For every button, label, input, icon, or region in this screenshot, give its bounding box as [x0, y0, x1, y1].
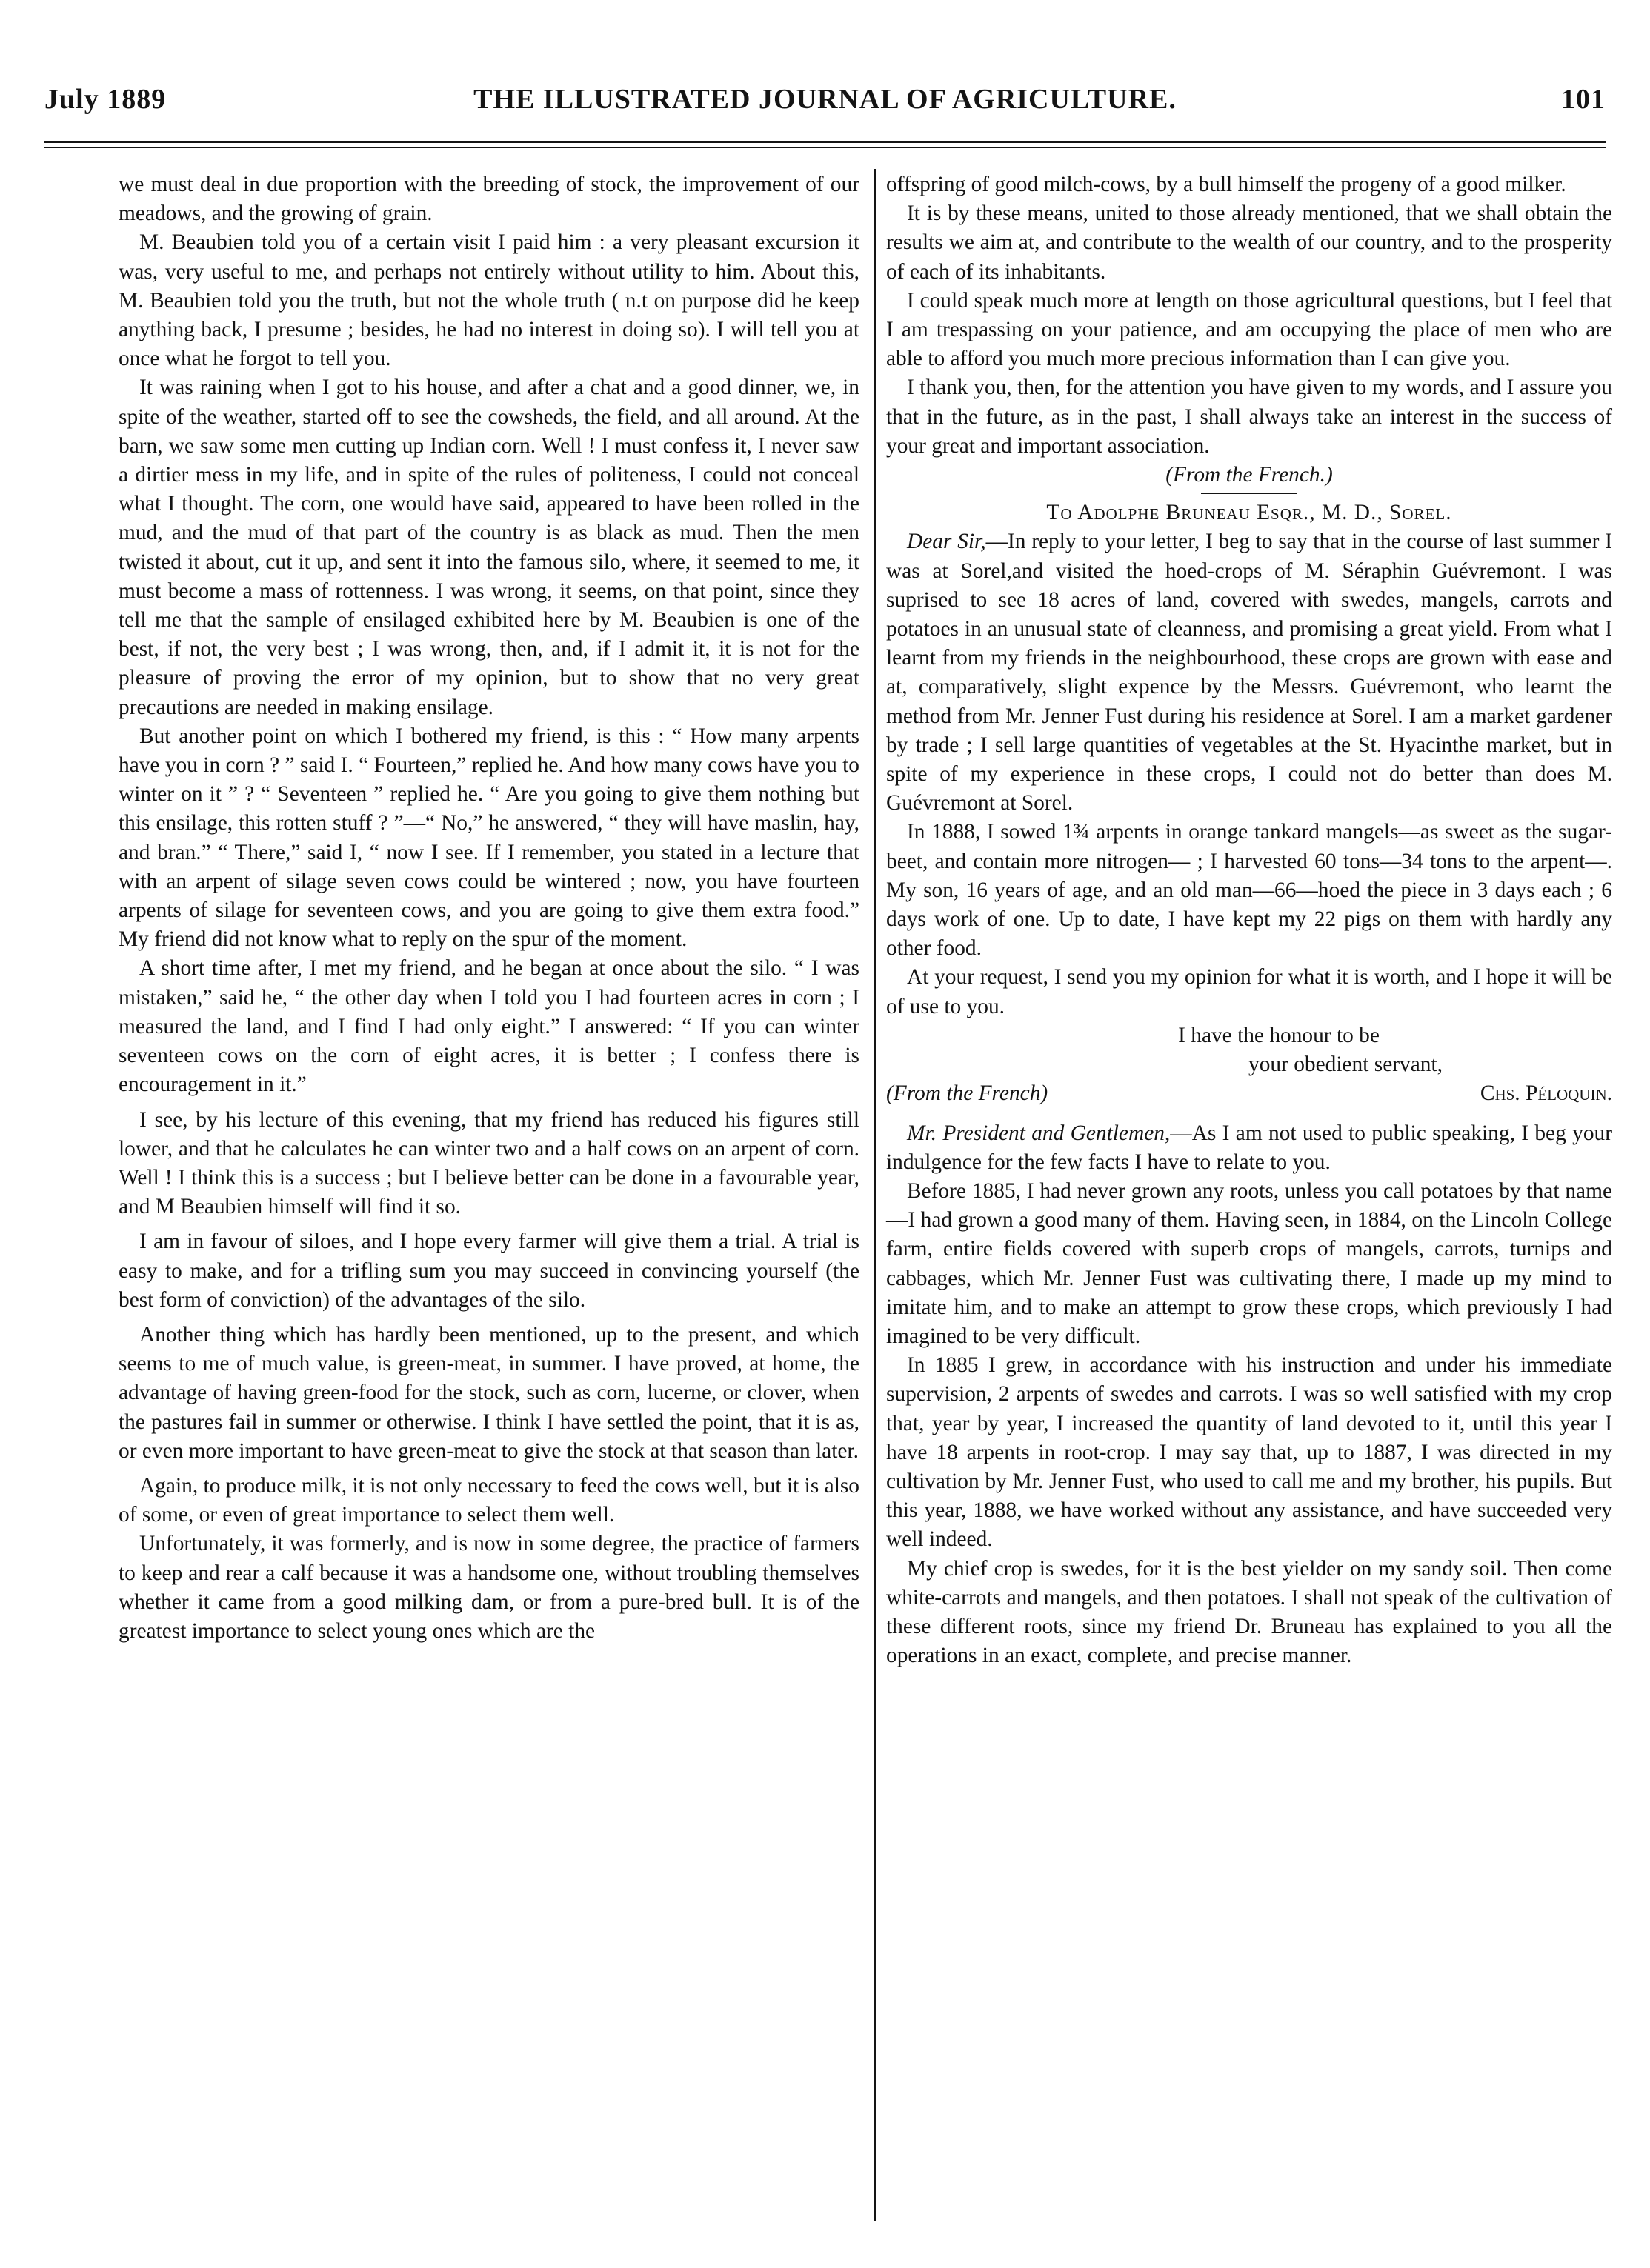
- letter-salutation: Dear Sir,: [907, 530, 986, 554]
- paragraph: we must deal in due proportion with the breeding of stock, the improvement of our meadows, and the growing of grain.: [119, 173, 859, 226]
- letter-body: —In reply to your letter, I beg to say that in the course of last summer I was at Sorel,and visited the hoed-crops of M. Séraphin Guévremont. I was suprised to see 18 acres of land, covered with swedes, mangels, carrots and potatoes in an unusual state of cleanness, and promising a great yield. From what I learnt from my friends in the neighbourhood, these crops are grown with ease and at, comparatively, slight expence by the Messrs. Guévremont, who learnt the method from Mr. Jenner Fust during his residence at Sorel. I am a market gardener by trade ; I sell large quantities of vegetables at the St. Hyacinthe market, but in spite of my experience in these crops, I could not do better than does M. Guévremont at Sorel.: [886, 530, 1612, 816]
- paragraph: A short time after, I met my friend, and he began at once about the silo. “ I was mistaken,” said he, “ the other day when I told you I had fourteen acres in corn ; I measured the land, and I find I had only eight.” I answered: “ If you can winter seventeen cows on the corn of eight acres, it is better ; I confess there is encouragement in it.”: [119, 956, 859, 1097]
- paragraph: Again, to produce milk, it is not only necessary to feed the cows well, but it is also of some, or even of great importance to select them well.: [119, 1473, 859, 1527]
- speech-body: —As I am not used to public speaking, I beg your indulgence for the few facts I have to relate to you.: [886, 1121, 1612, 1174]
- right-column: [886, 170, 1612, 1670]
- header-title: THE ILLUSTRATED JOURNAL OF AGRICULTURE.: [473, 84, 1177, 115]
- page-number: 101: [1561, 84, 1606, 115]
- paragraph: I am in favour of siloes, and I hope every farmer will give them a trial. A trial is easy to make, and for a trifling sum you may succeed in convincing yourself (the best form of conviction) of the advantages of the silo.: [119, 1230, 859, 1312]
- left-column: [119, 170, 859, 1646]
- speech-salutation: Mr. President and Gentlemen,: [907, 1121, 1171, 1145]
- signature-line: [886, 1079, 1612, 1108]
- column-divider: [874, 169, 876, 2221]
- paragraph: Unfortunately, it was formerly, and is now in some degree, the practice of farmers to keep and rear a calf because it was a handsome one, without troubling themselves whether it came from a good milking dam, or from a pure-bred bull. It is of the greatest importance to select young ones which are the: [119, 1532, 859, 1643]
- source-credit: (From the French.): [1165, 463, 1333, 487]
- signature: Chs. Péloquin.: [1480, 1081, 1612, 1106]
- paragraph: It is by these means, united to those already mentioned, that we shall obtain the results we aim at, and contribute to the wealth of our country, and to the prosperity of each of its inhabitants.: [886, 201, 1612, 284]
- paragraph: In 1888, I sowed 1¾ arpents in orange tankard mangels—as sweet as the sugar-beet, and contain more nitrogen— ; I harvested 60 tons—34 tons to the arpent—. My son, 16 years of age, and an old man—66—hoed the piece in 3 days each ; 6 days work of one. Up to date, I have kept my 22 pigs on them with hardly any other food.: [886, 820, 1612, 961]
- source-credit: (From the French): [886, 1081, 1048, 1106]
- paragraph: offspring of good milch-cows, by a bull himself the progeny of a good milker.: [886, 173, 1566, 196]
- header-rule: [44, 141, 1606, 143]
- paragraph: M. Beaubien told you of a certain visit I paid him : a very pleasant excursion it was, very useful to me, and perhaps not entirely without utility to him. About this, M. Beaubien told you the truth, but not the whole truth ( n.t on purpose did he keep anything back, I presume ; besides, he had no interest in doing so). I will tell you at once what he forgot to tell you.: [119, 230, 859, 371]
- header-date: July 1889: [44, 84, 167, 115]
- closing-line: your obedient servant,: [1248, 1053, 1443, 1077]
- header-rule-thin: [44, 147, 1606, 148]
- paragraph: But another point on which I bothered my friend, is this : “ How many arpents have you in corn ? ” said I. “ Fourteen,” replied he. And how many cows have you to winter on it ” ? “ Seventeen ” replied he. “ Are you going to give them nothing but this ensilage, this rotten stuff ? ”—“ No,” he answered, “ they will have maslin, hay, and bran.” “ There,” said I, “ now I see. If I remember, you stated in a lecture that with an arpent of silage seven cows could be wintered ; now, you have fourteen arpents of silage for seventeen cows, and you are going to give them extra food.” My friend did not know what to reply on the spur of the moment.: [119, 724, 859, 952]
- paragraph: At your request, I send you my opinion for what it is worth, and I hope it will be of use to you.: [886, 965, 1612, 1018]
- paragraph: I thank you, then, for the attention you have given to my words, and I assure you that in the future, as in the past, I shall always take an interest in the success of your great and important association.: [886, 376, 1612, 458]
- section-rule: [1201, 493, 1297, 494]
- speech-paragraph: [886, 1119, 1612, 1177]
- running-header: [44, 83, 1606, 127]
- spacer: [886, 1109, 1612, 1119]
- paragraph: Before 1885, I had never grown any roots, unless you call potatoes by that name—I had grown a good many of them. Having seen, in 1884, on the Lincoln College farm, entire fields covered with superb crops of mangels, carrots, turnips and cabbages, which Mr. Jenner Fust was cultivating there, I made up my mind to imitate him, and to make an attempt to grow these crops, which previously I had imagined to be very difficult.: [886, 1178, 1612, 1348]
- paragraph: My chief crop is swedes, for it is the best yielder on my sandy soil. Then come white-carrots and mangels, and then potatoes. I shall not speak of the cultivation of these different roots, since my friend Dr. Bruneau has explained to you all the operations in an exact, complete, and precise manner.: [886, 1556, 1612, 1668]
- paragraph: Another thing which has hardly been mentioned, up to the present, and which seems to me of much value, is green-meat, in summer. I have proved, at home, the advantage of having green-food for the stock, such as corn, lucerne, or clover, when the pastures fail in summer or otherwise. I think I have settled the point, that it is as, or even more important to have green-meat to give the stock at that season than later.: [119, 1322, 859, 1463]
- letter-paragraph: [886, 527, 1612, 818]
- paragraph: In 1885 I grew, in accordance with his instruction and under his immediate supervision, 2 arpents of swedes and carrots. I was so well satisfied with my crop that, year by year, I increased the quantity of land devoted to it, until this year I have 18 arpents in root-crop. I may say that, up to 1887, I was directed in my cultivation by Mr. Jenner Fust, who used to call me and my brother, his pupils. But this year, 1888, we have worked without any assistance, and have succeeded very well indeed.: [886, 1353, 1612, 1552]
- letter-heading: To Adolphe Bruneau Esqr., M. D., Sorel.: [1046, 501, 1452, 525]
- paragraph: I could speak much more at length on those agricultural questions, but I feel that I am trespassing on your patience, and am occupying the place of men who are able to afford you much more precious information than I can give you.: [886, 288, 1612, 371]
- paragraph: I see, by his lecture of this evening, that my friend has reduced his figures still lower, and that he calculates he can winter two and a half cows on an arpent of corn. Well ! I think this is a success ; but I believe better can be done in a favourable year, and M Beaubien himself will find it so.: [119, 1107, 859, 1219]
- closing-line: I have the honour to be: [1178, 1023, 1380, 1047]
- paragraph: It was raining when I got to his house, and after a chat and a good dinner, we, in spite of the weather, started off to see the cowsheds, the field, and all around. At the barn, we saw some men cutting up Indian corn. Well ! I must confess it, I never saw a dirtier mess in my life, and in spite of the rules of politeness, I could not conceal what I thought. The corn, one would have said, appeared to have been rolled in the mud, and the mud of that part of the country is as black as mud. Then the men twisted it about, cut it up, and sent it into the famous silo, where, it seemed to me, it must become a mass of rottenness. I was wrong, it seems, on that point, since they tell me that the sample of ensilaged exhibited here by M. Beaubien is one of the best, if not, the very best ; I was wrong, then, and, if I admit it, it is not for the pleasure of proving the error of my opinion, but to show that no very great precautions are needed in making ensilage.: [119, 376, 859, 719]
